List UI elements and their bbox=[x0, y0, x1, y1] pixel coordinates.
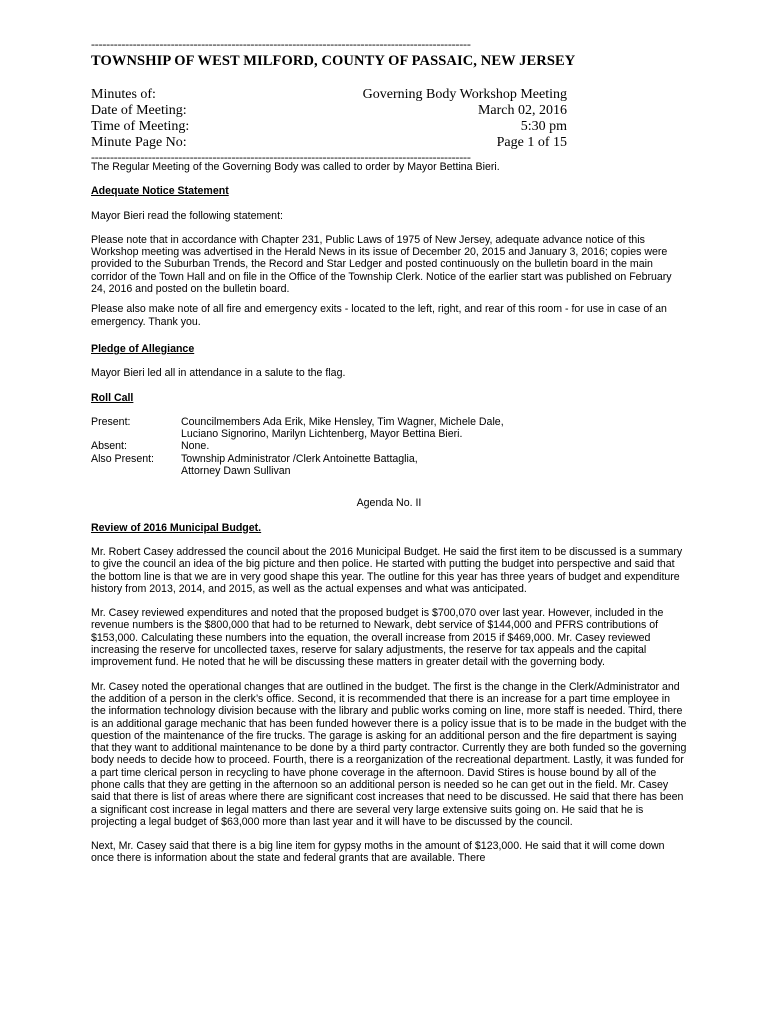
budget-heading: Review of 2016 Municipal Budget. bbox=[91, 521, 262, 534]
notice-text: Please note that in accordance with Chapter 231, Public Laws of 1975 of New Jersey, adequate advance notice of this Workshop meeting was advertised in the Herald News in its issue of December 20, 2015 and January 3, 2016; copies were provided to the Suburban Trends, the Record and Star Ledger and posted continuously on the bulletin board in the main corridor of the Town Hall and on file in the Office of the Township Clerk. Notice of the earlier start was published on February 24, 2016 and posted on the bulletin board. bbox=[91, 233, 672, 296]
header-rule-top: ---------------------------------------------------------------------------------------------------- bbox=[91, 38, 471, 50]
roll-line: Attorney Dawn Sullivan bbox=[181, 465, 291, 478]
meta-value: Page 1 of 15 bbox=[496, 135, 567, 150]
meta-label: Minutes of: bbox=[91, 87, 156, 102]
agenda-number: Agenda No. II bbox=[356, 497, 422, 510]
meeting-meta bbox=[91, 87, 608, 151]
roll-label-present: Present: bbox=[91, 415, 131, 428]
roll-line: Councilmembers Ada Erik, Mike Hensley, Tim Wagner, Michele Dale, bbox=[181, 415, 504, 428]
meta-value: Governing Body Workshop Meeting bbox=[362, 87, 567, 102]
pledge-text: Mayor Bieri led all in attendance in a salute to the flag. bbox=[91, 367, 346, 380]
meta-label: Minute Page No: bbox=[91, 135, 187, 150]
minutes-header bbox=[91, 38, 608, 163]
pledge-heading: Pledge of Allegiance bbox=[91, 342, 195, 355]
roll-line: Township Administrator /Clerk Antoinette Battaglia, bbox=[181, 452, 418, 465]
roll-value-absent: None. bbox=[181, 440, 210, 453]
notice-intro: Mayor Bieri read the following statement: bbox=[91, 209, 283, 222]
budget-paragraph: Mr. Robert Casey addressed the council about the 2016 Municipal Budget. He said the first item to be discussed is a summary to give the council an idea of the big picture and then police. He started with putting the budget into perspective and said that the bottom line is that we are in very good shape this year. The outline for this year has three years of budget and expenditure history from 2013, 2014, and 2015, as well as the actual expenses and what was anticipated. bbox=[91, 545, 683, 595]
budget-paragraph: Mr. Casey noted the operational changes that are outlined in the budget. The first is the change in the Clerk/Administrator and the addition of a person in the clerk’s office. Second, it is recommended that there is an increase for a part time employee in the information technology division because with the library and public works coming on line, more staff is needed. Third, there is an additional garage mechanic that has been funded however there is a policy issue that is to be made in the budget with the question of the maintenance of the fire trucks. The garage is asking for an additional person and the fire department is saying that they want to additional maintenance to be done by a third party contractor. Currently they are both funded so the governing body needs to decide how to proceed. Fourth, there is a reorganization of the recreational department. Lastly, it was funded for a part time clerical person in recycling to have phone coverage in the afternoon. David Stires is house bound by all of the phone calls that they are getting in the afternoon so an additional person is needed so he can get out in the field. Mr. Casey said that there is list of areas where there are significant cost increases that need to be discussed. He said that there has been a significant cost increase in legal matters and there are several very large extensive suits going on. He said that he is projecting a legal budget of $63,000 more than last year and it will have to be discussed by the council. bbox=[91, 680, 687, 828]
roll-value-present bbox=[181, 416, 687, 441]
roll-line: Luciano Signorino, Marilyn Lichtenberg, Mayor Bettina Bieri. bbox=[181, 428, 463, 441]
call-to-order: The Regular Meeting of the Governing Body was called to order by Mayor Bettina Bieri. bbox=[91, 161, 500, 173]
roll-label-also-present: Also Present: bbox=[91, 452, 155, 465]
notice-heading: Adequate Notice Statement bbox=[91, 185, 229, 198]
document-title: TOWNSHIP OF WEST MILFORD, COUNTY OF PASSAIC, NEW JERSEY bbox=[91, 53, 576, 69]
meta-value: 5:30 pm bbox=[520, 119, 567, 134]
budget-paragraph: Mr. Casey reviewed expenditures and noted that the proposed budget is $700,070 over last year. However, included in the revenue numbers is the $800,000 that had to be returned to Newark, debt service of $144,000 and PFRS contributions of $153,000. Calculating these numbers into the equation, the overall increase from 2015 if $469,000. Mr. Casey reviewed increasing the reserve for uncollected taxes, reserve for salary adjustments, the reserve for tax appeals and the capital improvement fund. He noted that he will be discussing these matters in greater detail with the governing body. bbox=[91, 607, 664, 669]
budget-paragraph: Next, Mr. Casey said that there is a big line item for gypsy moths in the amount of $123,000. He said that it will come down once there is information about the state and federal grants that are available. There bbox=[91, 840, 665, 865]
header-rule-bottom: ---------------------------------------------------------------------------------------------------- bbox=[91, 151, 471, 163]
meta-value: March 02, 2016 bbox=[477, 103, 567, 118]
roll-heading: Roll Call bbox=[91, 391, 134, 404]
exits-text: Please also make note of all fire and emergency exits - located to the left, right, and rear of this room - for use in case of an emergency. Thank you. bbox=[91, 303, 667, 328]
meta-row-minutes-of bbox=[91, 87, 567, 103]
minutes-body bbox=[91, 161, 687, 865]
meta-label: Date of Meeting: bbox=[91, 103, 187, 118]
meta-label: Time of Meeting: bbox=[91, 119, 190, 134]
roll-value-also-present bbox=[181, 453, 687, 478]
roll-label-absent: Absent: bbox=[91, 440, 127, 453]
meta-row-page bbox=[91, 135, 567, 151]
meta-row-date bbox=[91, 103, 567, 119]
roll-call-table bbox=[91, 416, 687, 477]
meta-row-time bbox=[91, 119, 567, 135]
